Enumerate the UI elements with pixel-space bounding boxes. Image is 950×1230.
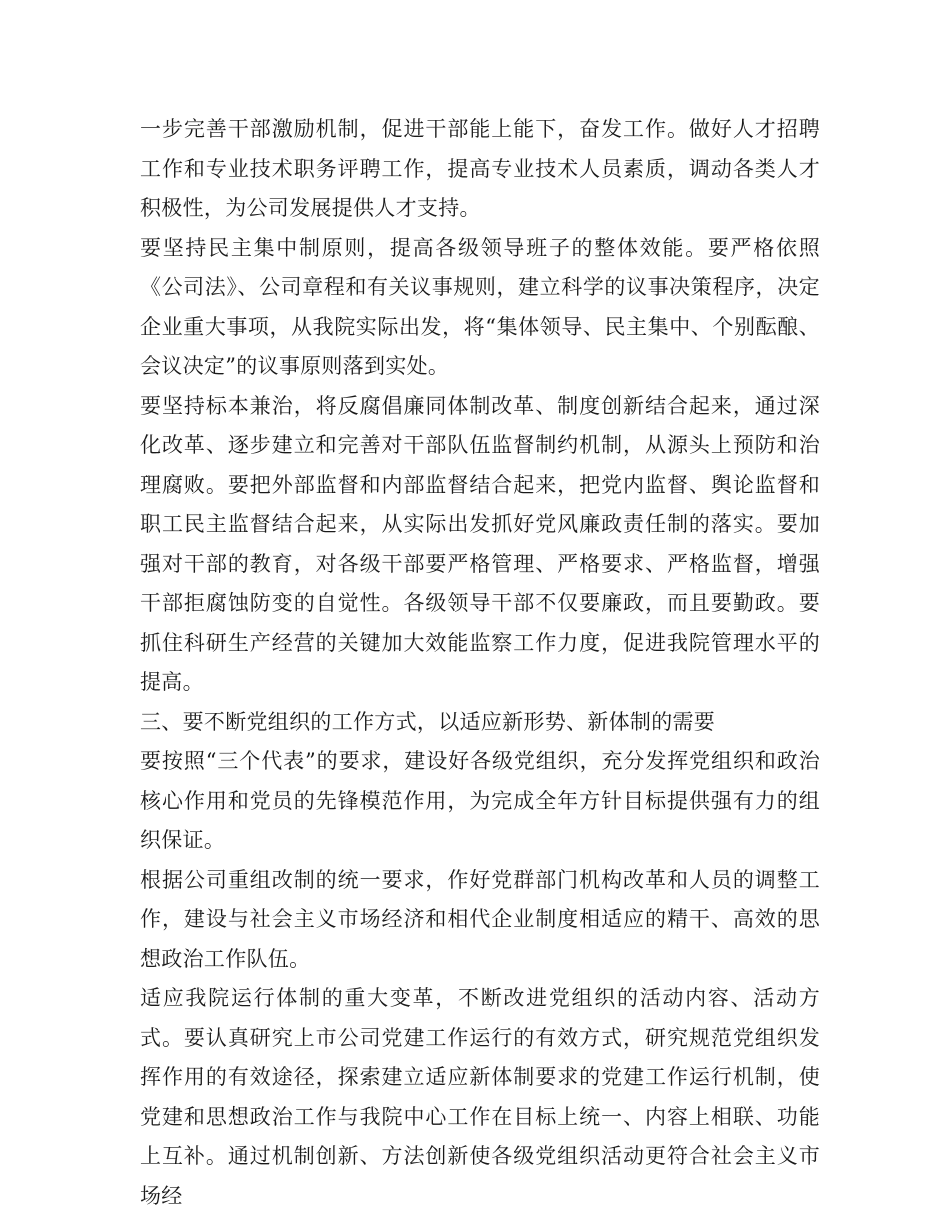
document-body [140, 110, 820, 1216]
paragraph-three-represents: 要按照“三个代表”的要求，建设好各级党组织，充分发挥党组织和政治核心作用和党员的先锋模范作用，为完成全年方针目标提供强有力的组织保证。 [140, 749, 820, 852]
paragraph-party-building: 适应我院运行体制的重大变革，不断改进党组织的活动内容、活动方式。要认真研究上市公司党建工作运行的有效方式，研究规范党组织发挥作用的有效途径，探索建立适应新体制要求的党建工作运行机制，使党建和思想政治工作与我院中心工作在目标上统一、内容上相联、功能上互补。通过机制创新、方法创新使各级党组织活动更符合社会主义市场经 [140, 986, 820, 1208]
paragraph-democratic-centralism: 要坚持民主集中制原则，提高各级领导班子的整体效能。要严格依照《公司法》、公司章程和有关议事规则，建立科学的议事决策程序，决定企业重大事项，从我院实际出发，将“集体领导、民主集中、个别酝酿、会议决定”的议事原则落到实处。 [140, 235, 820, 378]
section-heading-three: 三、要不断党组织的工作方式，以适应新形势、新体制的需要 [140, 709, 716, 734]
paragraph-anti-corruption: 要坚持标本兼治，将反腐倡廉同体制改革、制度创新结合起来，通过深化改革、逐步建立和完善对干部队伍监督制约机制，从源头上预防和治理腐败。要把外部监督和内部监督结合起来，把党内监督、舆论监督和职工民主监督结合起来，从实际出发抓好党风廉政责任制的落实。要加强对干部的教育，对各级干部要严格管理、严格要求、严格监督，增强干部拒腐蚀防变的自觉性。各级领导干部不仅要廉政，而且要勤政。要抓住科研生产经营的关键加大效能监察工作力度，促进我院管理水平的提高。 [140, 393, 820, 694]
paragraph-restructuring: 根据公司重组改制的统一要求，作好党群部门机构改革和人员的调整工作，建设与社会主义市场经济和相代企业制度相适应的精干、高效的思想政治工作队伍。 [140, 867, 820, 971]
paragraph-cadre-incentives: 一步完善干部激励机制，促进干部能上能下，奋发工作。做好人才招聘工作和专业技术职务评聘工作，提高专业技术人员素质，调动各类人才积极性，为公司发展提供人才支持。 [140, 117, 820, 220]
